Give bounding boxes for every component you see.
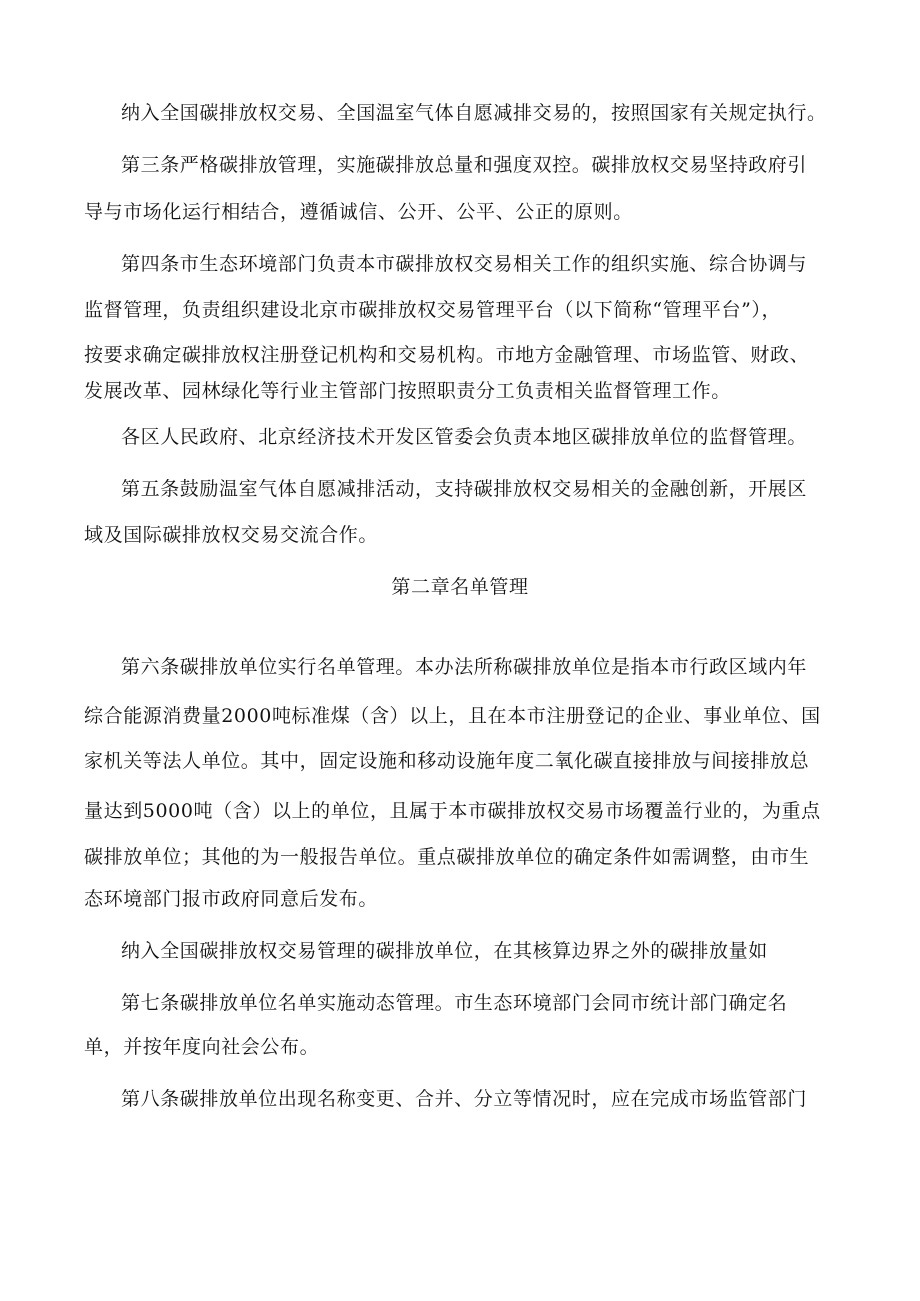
article-7-line-1: 第七条碳排放单位名单实施动态管理。市生态环境部门会同市统计部门确定名: [121, 992, 788, 1014]
article-6-line-5: 碳排放单位；其他的为一般报告单位。重点碳排放单位的确定条件如需调整，由市生: [84, 846, 810, 868]
article-5-line-2: 域及国际碳排放权交易交流合作。: [84, 524, 379, 546]
article-8-line-1: 第八条碳排放单位出现名称变更、合并、分立等情况时，应在完成市场监管部门: [121, 1088, 808, 1110]
paragraph-line: 纳入全国碳排放权交易、全国温室气体自愿减排交易的，按照国家有关规定执行。: [121, 102, 827, 124]
article-7-line-2: 单，并按年度向社会公布。: [84, 1036, 320, 1058]
article-4-line-4: 发展改革、园林绿化等行业主管部门按照职责分工负责相关监督管理工作。: [84, 380, 731, 402]
chapter-heading: 第二章名单管理: [391, 576, 529, 598]
article-6-line-6: 态环境部门报市政府同意后发布。: [84, 888, 379, 910]
article-6-line-2: 综合能源消费量2000吨标准煤（含）以上，且在本市注册登记的企业、事业单位、国: [84, 705, 821, 727]
paragraph-line: 纳入全国碳排放权交易管理的碳排放单位，在其核算边界之外的碳排放量如: [121, 940, 768, 962]
article-3-line-2: 导与市场化运行相结合，遵循诚信、公开、公平、公正的原则。: [84, 201, 633, 223]
article-4-line-3: 按要求确定碳排放权注册登记机构和交易机构。市地方金融管理、市场监管、财政、: [84, 344, 810, 366]
article-3-line-1: 第三条严格碳排放管理，实施碳排放总量和强度双控。碳排放权交易坚持政府引: [121, 154, 808, 176]
paragraph-line: 各区人民政府、北京经济技术开发区管委会负责本地区碳排放单位的监督管理。: [121, 426, 808, 448]
article-6-line-4: 量达到5000吨（含）以上的单位，且属于本市碳排放权交易市场覆盖行业的，为重点: [84, 800, 821, 822]
article-6-line-3: 家机关等法人单位。其中，固定设施和移动设施年度二氧化碳直接排放与间接排放总: [84, 750, 810, 772]
article-6-line-1: 第六条碳排放单位实行名单管理。本办法所称碳排放单位是指本市行政区域内年: [121, 656, 808, 678]
article-4-line-2: 监督管理，负责组织建设北京市碳排放权交易管理平台（以下简称“管理平台”），: [84, 299, 782, 321]
article-4-line-1: 第四条市生态环境部门负责本市碳排放权交易相关工作的组织实施、综合协调与: [121, 253, 808, 275]
article-5-line-1: 第五条鼓励温室气体自愿减排活动，支持碳排放权交易相关的金融创新，开展区: [121, 478, 808, 500]
